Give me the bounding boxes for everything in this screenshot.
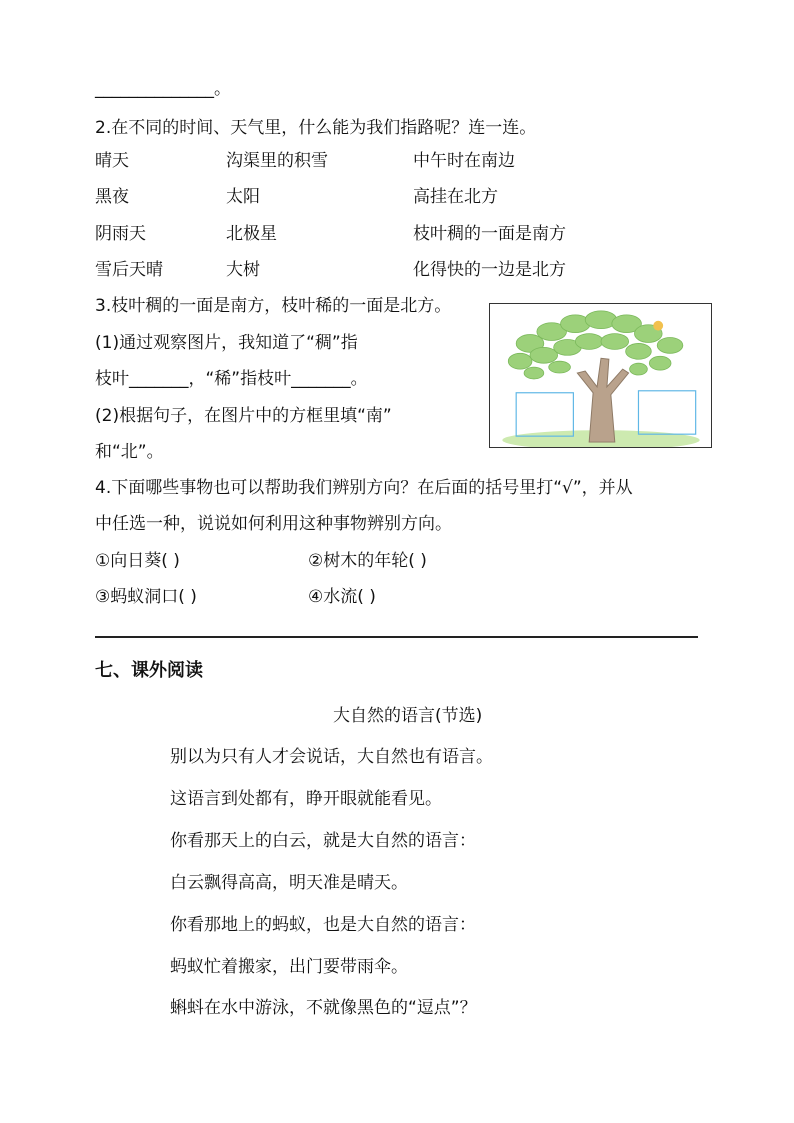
answer-box-right[interactable] — [638, 391, 695, 434]
q2-col1-item[interactable]: 黑夜 — [95, 187, 129, 207]
q2-col2-item[interactable]: 沟渠里的积雪 — [226, 151, 328, 171]
q2-title: 2.在不同的时间、天气里，什么能为我们指路呢？连一连。 — [95, 118, 537, 138]
poem-title: 大自然的语言(节选) — [333, 706, 483, 726]
poem-line: 这语言到处都有，睁开眼就能看见。 — [170, 789, 442, 809]
q4-option-4[interactable]: ④水流( ) — [308, 587, 376, 607]
q2-col3-item[interactable]: 枝叶稠的一面是南方 — [413, 224, 566, 244]
q4-option-3[interactable]: ③蚂蚁洞口( ) — [95, 587, 197, 607]
q2-col3-item[interactable]: 高挂在北方 — [413, 187, 498, 207]
q2-col1-item[interactable]: 晴天 — [95, 151, 129, 171]
poem-line: 别以为只有人才会说话，大自然也有语言。 — [170, 747, 493, 767]
q3-part2-line1: (2)根据句子，在图片中的方框里填“南” — [95, 406, 392, 426]
poem-line: 蚂蚁忙着搬家，出门要带雨伞。 — [170, 957, 408, 977]
q2-col3-item[interactable]: 化得快的一边是北方 — [413, 260, 566, 280]
q2-col1-item[interactable]: 雪后天晴 — [95, 260, 163, 280]
q4-line1: 4.下面哪些事物也可以帮助我们辨别方向？在后面的括号里打“√”，并从 — [95, 478, 633, 498]
q4-option-1[interactable]: ①向日葵( ) — [95, 551, 180, 571]
tree-trunk — [577, 358, 628, 442]
poem-line: 你看那天上的白云，就是大自然的语言： — [170, 831, 476, 851]
answer-box-left[interactable] — [516, 393, 573, 436]
q2-col3-item[interactable]: 中午时在南边 — [413, 151, 515, 171]
q2-col2-item[interactable]: 太阳 — [226, 187, 260, 207]
answer-rule[interactable] — [95, 636, 698, 638]
q3-part2-line2: 和“北”。 — [95, 442, 164, 462]
q3-part1-line1: (1)通过观察图片，我知道了“稠”指 — [95, 333, 358, 353]
poem-line: 白云飘得高高，明天准是晴天。 — [170, 873, 408, 893]
q3-part1-line2[interactable]: 枝叶_______，“稀”指枝叶_______。 — [95, 369, 368, 389]
q4-line2: 中任选一种，说说如何利用这种事物辨别方向。 — [95, 514, 452, 534]
section-heading: 七、课外阅读 — [95, 660, 203, 681]
tree-picture — [489, 303, 712, 448]
bird-icon — [653, 321, 663, 331]
answer-blank-line: ______________。 — [95, 79, 231, 99]
tree-illustration — [490, 304, 711, 447]
q2-col2-item[interactable]: 大树 — [226, 260, 260, 280]
poem-line: 你看那地上的蚂蚁，也是大自然的语言： — [170, 915, 476, 935]
q4-option-2[interactable]: ②树木的年轮( ) — [308, 551, 427, 571]
q3-title: 3.枝叶稠的一面是南方，枝叶稀的一面是北方。 — [95, 296, 452, 316]
q2-col2-item[interactable]: 北极星 — [226, 224, 277, 244]
poem-line: 蝌蚪在水中游泳，不就像黑色的“逗点”？ — [170, 998, 477, 1018]
q2-col1-item[interactable]: 阴雨天 — [95, 224, 146, 244]
